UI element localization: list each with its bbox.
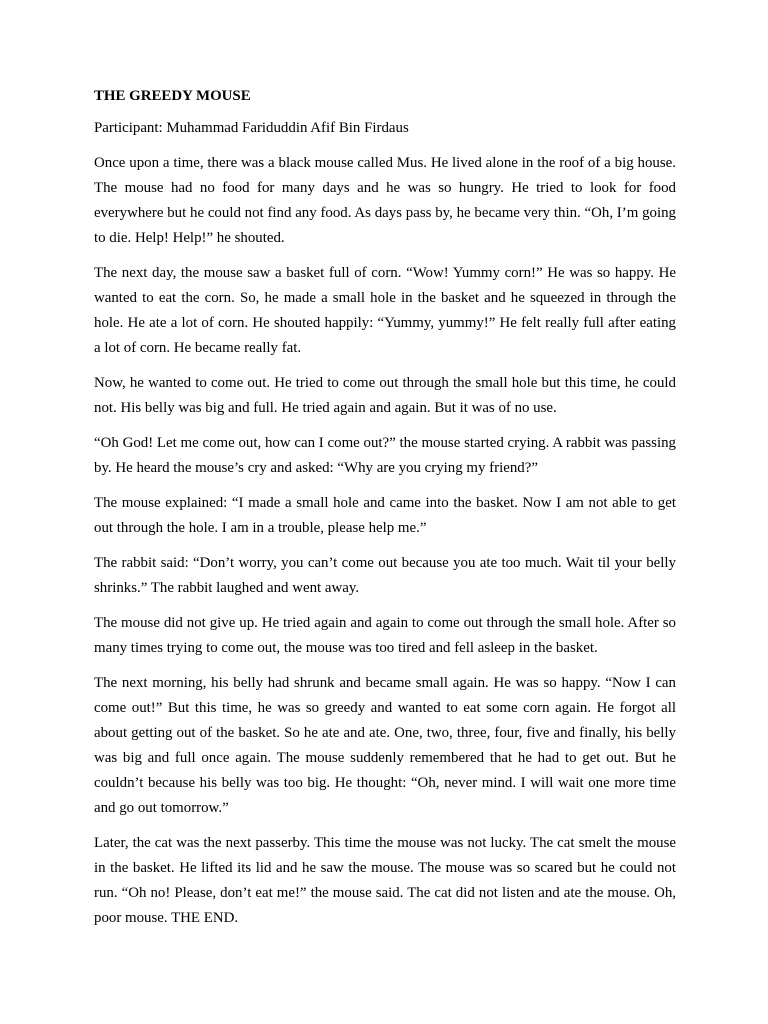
- paragraph-6: The rabbit said: “Don’t worry, you can’t come out because you ate too much. Wait til your belly shrinks.” The rabbit laughed and went away.: [94, 555, 676, 596]
- paragraph-1: Once upon a time, there was a black mouse called Mus. He lived alone in the roof of a big house. The mouse had no food for many days and he was so hungry. He tried to look for food everywhere but he could not find any food. As days pass by, he became very thin. “Oh, I’m going to die. Help! Help!” he shouted.: [94, 155, 676, 246]
- story-title: THE GREEDY MOUSE: [94, 88, 251, 104]
- paragraph-8: The next morning, his belly had shrunk and became small again. He was so happy. “Now I can come out!” But this time, he was so greedy and wanted to eat some corn again. He forgot all about getting out of the basket. So he ate and ate. One, two, three, four, five and finally, his belly was big and full once again. The mouse suddenly remembered that he had to get out. But he couldn’t because his belly was too big. He thought: “Oh, never mind. I will wait one more time and go out tomorrow.”: [94, 675, 676, 816]
- paragraph-2: The next day, the mouse saw a basket full of corn. “Wow! Yummy corn!” He was so happy. He wanted to eat the corn. So, he made a small hole in the basket and he squeezed in through the hole. He ate a lot of corn. He shouted happily: “Yummy, yummy!” He felt really full after eating a lot of corn. He became really fat.: [94, 265, 676, 356]
- paragraph-5: The mouse explained: “I made a small hole and came into the basket. Now I am not able to get out through the hole. I am in a trouble, please help me.”: [94, 495, 676, 536]
- document-page: [94, 84, 676, 941]
- paragraph-9: Later, the cat was the next passerby. This time the mouse was not lucky. The cat smelt the mouse in the basket. He lifted its lid and he saw the mouse. The mouse was so scared but he could not run. “Oh no! Please, don’t eat me!” the mouse said. The cat did not listen and ate the mouse. Oh, poor mouse. THE END.: [94, 835, 676, 926]
- paragraph-4: “Oh God! Let me come out, how can I come out?” the mouse started crying. A rabbit was passing by. He heard the mouse’s cry and asked: “Why are you crying my friend?”: [94, 435, 676, 476]
- paragraph-3: Now, he wanted to come out. He tried to come out through the small hole but this time, he could not. His belly was big and full. He tried again and again. But it was of no use.: [94, 375, 676, 416]
- participant-line: Participant: Muhammad Fariduddin Afif Bin Firdaus: [94, 120, 409, 136]
- paragraph-7: The mouse did not give up. He tried again and again to come out through the small hole. After so many times trying to come out, the mouse was too tired and fell asleep in the basket.: [94, 615, 676, 656]
